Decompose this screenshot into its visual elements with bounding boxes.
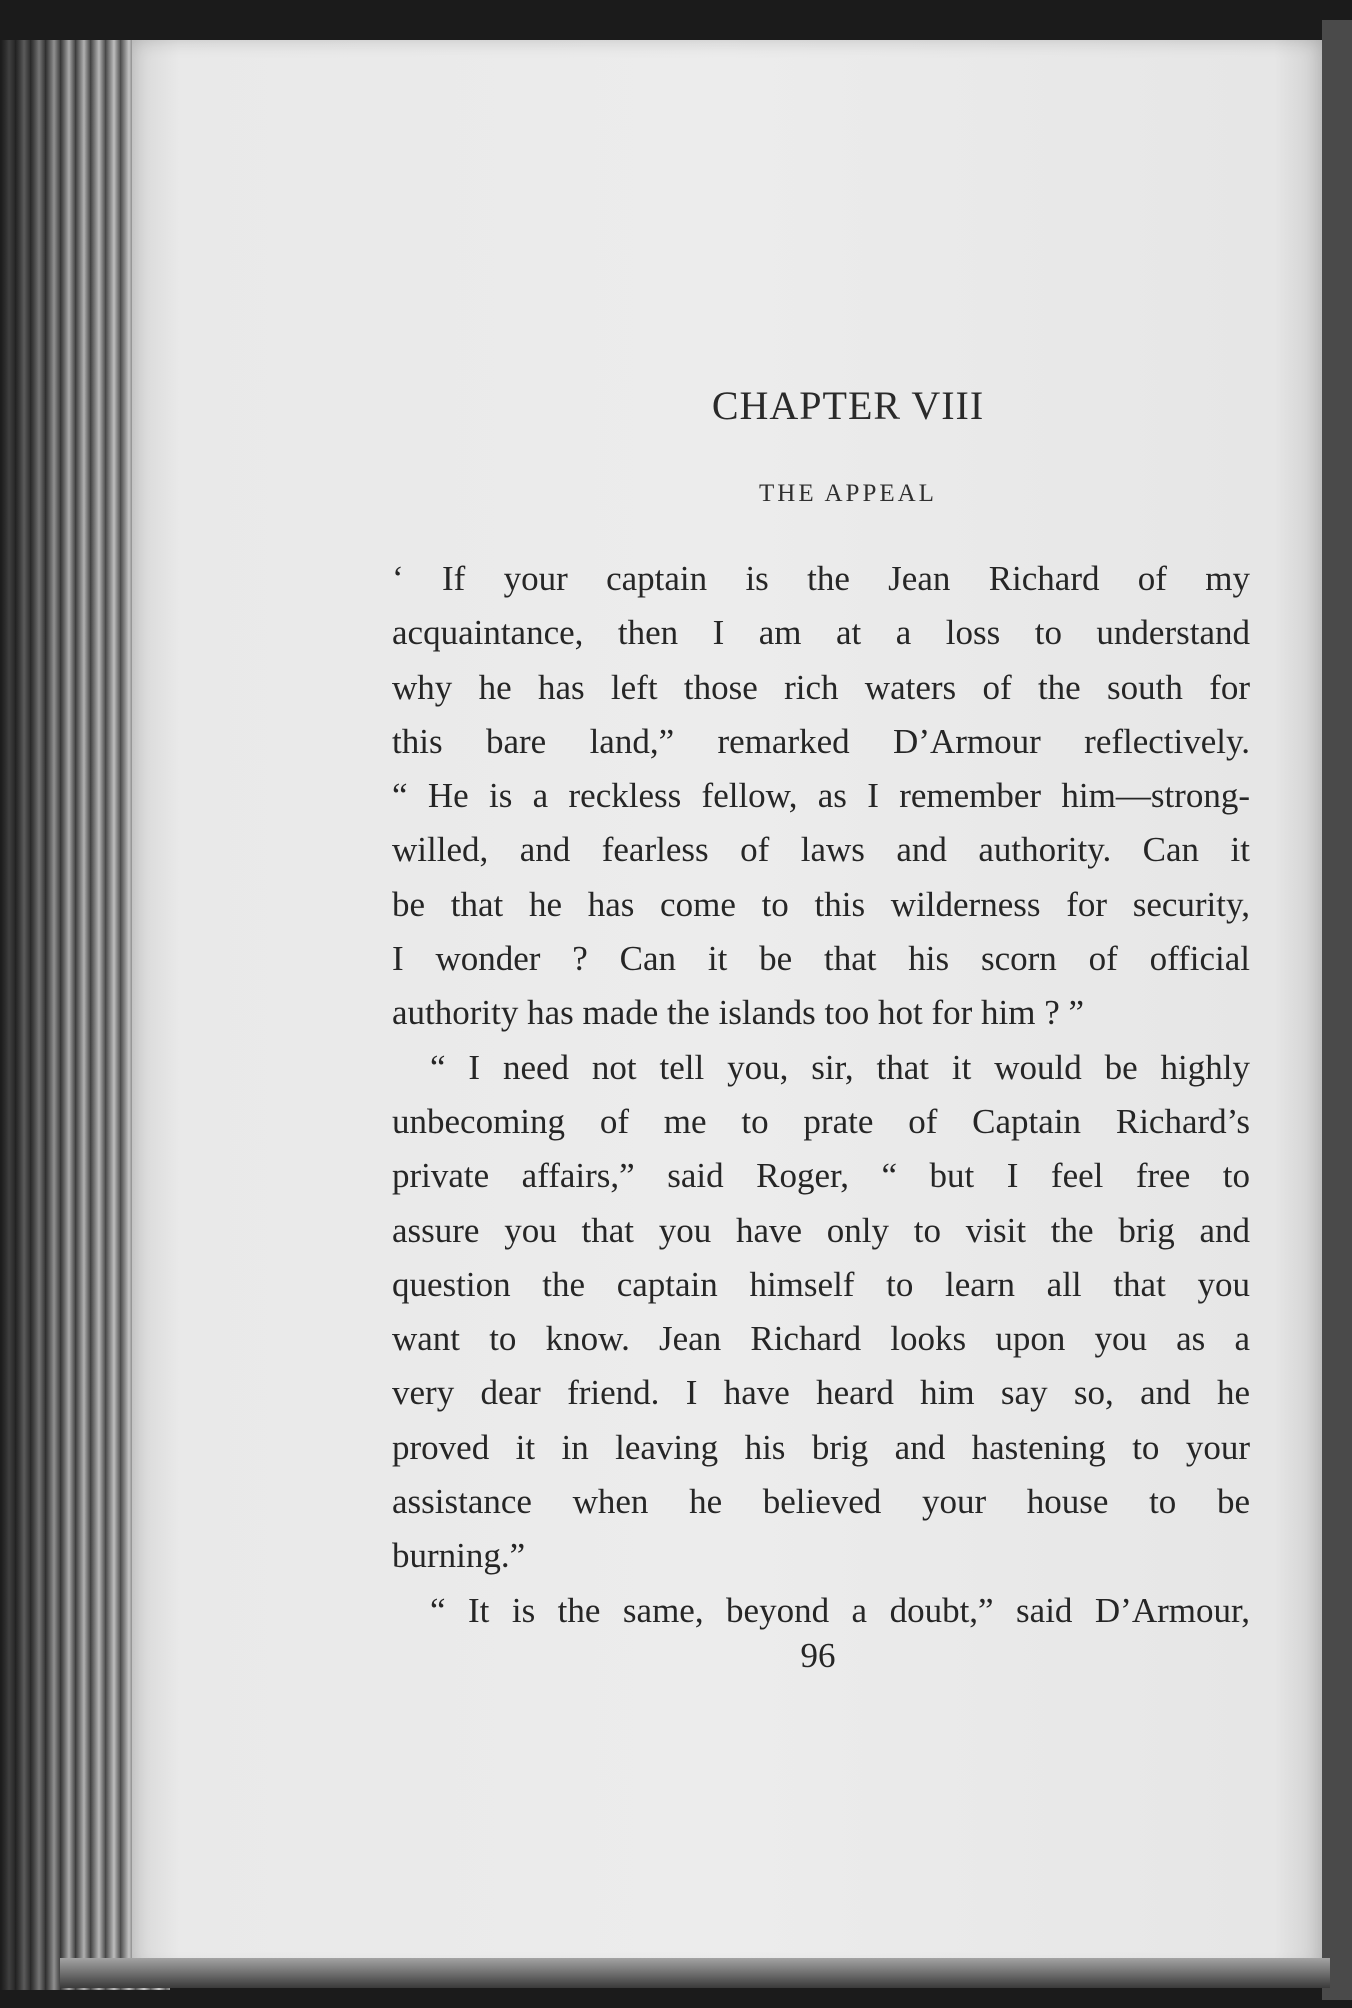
text-line: why he has left those rich waters of the south for bbox=[392, 667, 1250, 707]
text-line: “ It is the same, beyond a doubt,” said D’Armour, bbox=[430, 1590, 1250, 1630]
text-line: this bare land,” remarked D’Armour reflectively. bbox=[392, 721, 1250, 761]
text-line: private affairs,” said Roger, “ but I feel free to bbox=[392, 1156, 1250, 1196]
text-line: assistance when he believed your house to be bbox=[392, 1482, 1250, 1522]
body-text bbox=[392, 552, 1250, 1638]
text-line: very dear friend. I have heard him say so, and he bbox=[392, 1373, 1250, 1413]
text-line: willed, and fearless of laws and authority. Can it bbox=[392, 830, 1250, 870]
text-line: ‘ If your captain is the Jean Richard of my bbox=[392, 559, 1250, 598]
text-line: “ I need not tell you, sir, that it would be highly bbox=[430, 1047, 1250, 1087]
text-line: want to know. Jean Richard looks upon you as a bbox=[392, 1319, 1250, 1359]
text-line: acquaintance, then I am at a loss to understand bbox=[392, 613, 1250, 653]
chapter-subtitle: THE APPEAL bbox=[759, 480, 937, 507]
text-line: be that he has come to this wilderness for security, bbox=[392, 884, 1250, 924]
text-line: burning.” bbox=[392, 1536, 526, 1576]
text-line: unbecoming of me to prate of Captain Richard’s bbox=[392, 1101, 1250, 1141]
text-line: proved it in leaving his brig and hastening to your bbox=[392, 1427, 1250, 1467]
chapter-title: CHAPTER VIII bbox=[711, 383, 985, 428]
page-number: 96 bbox=[800, 1636, 836, 1675]
book-bottom-edge bbox=[60, 1958, 1330, 1988]
text-line: I wonder ? Can it be that his scorn of official bbox=[392, 939, 1250, 979]
text-line: “ He is a reckless fellow, as I remember him—strong- bbox=[392, 776, 1250, 816]
text-line: assure you that you have only to visit the brig and bbox=[392, 1210, 1250, 1250]
text-line: question the captain himself to learn all that you bbox=[392, 1264, 1250, 1304]
book-right-border bbox=[1322, 20, 1352, 2000]
text-line: authority has made the islands too hot for him ? ” bbox=[392, 993, 1085, 1033]
